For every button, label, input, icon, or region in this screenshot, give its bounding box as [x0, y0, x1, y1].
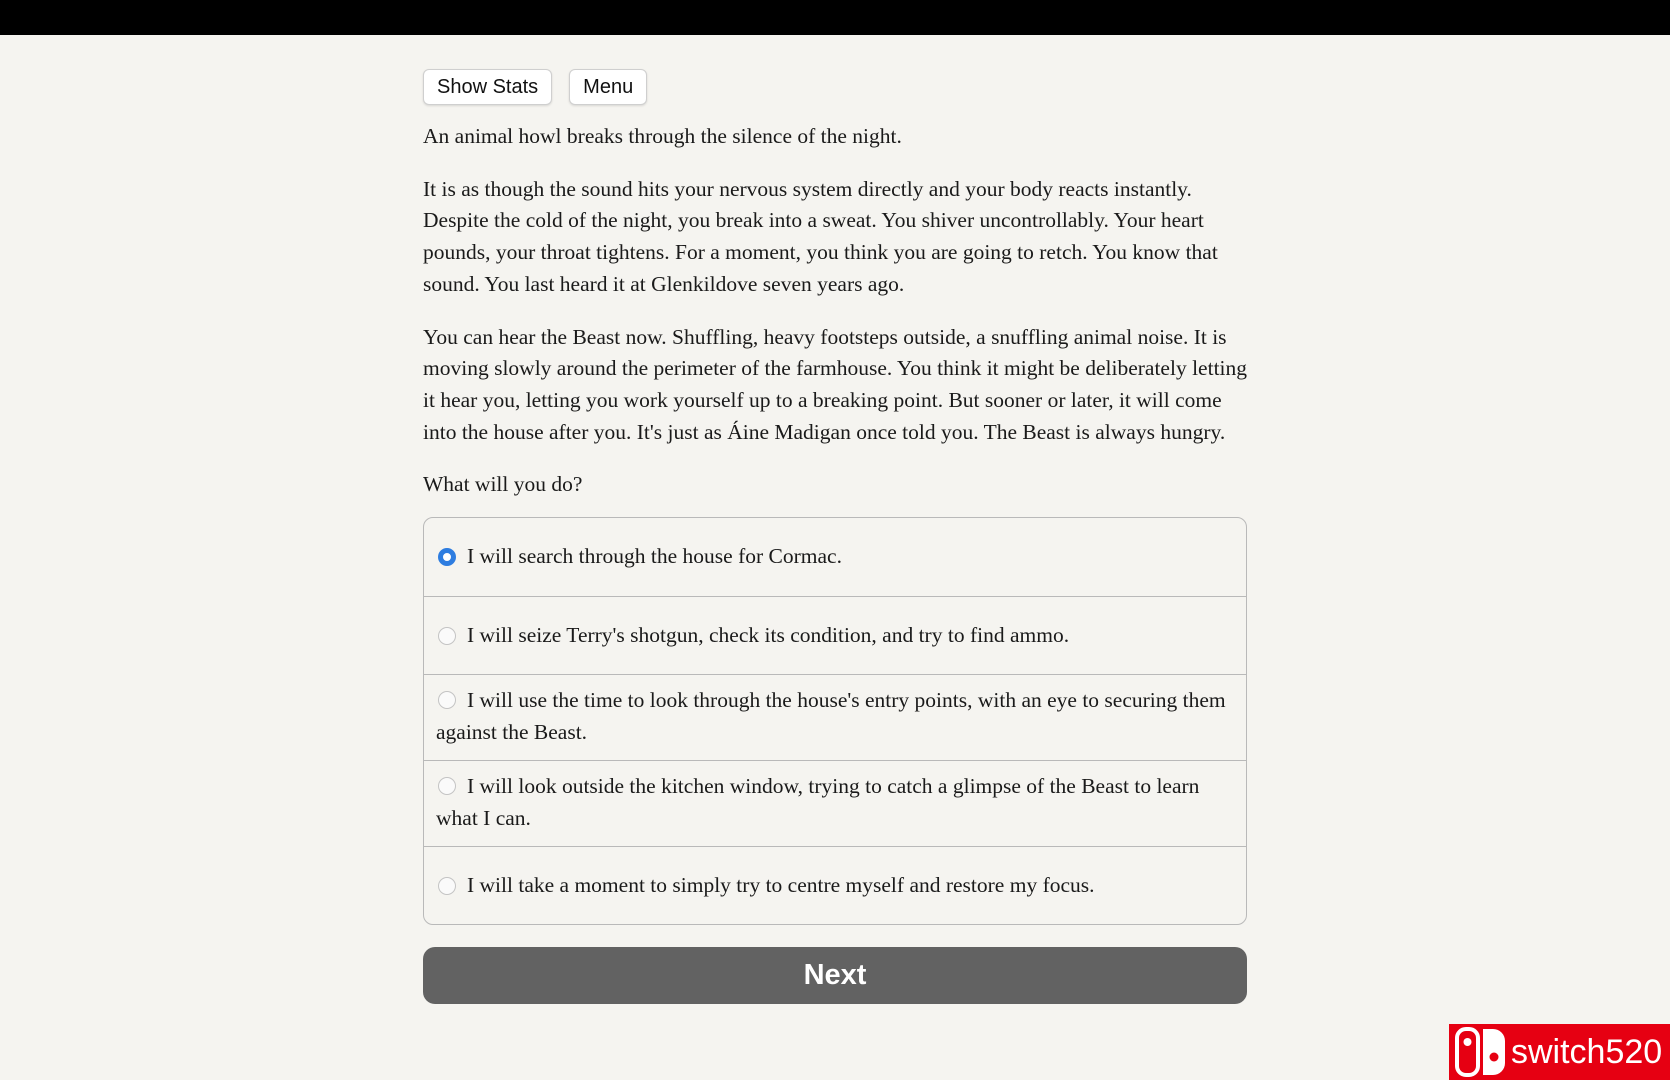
- game-content: [423, 69, 1247, 1004]
- top-black-bar: [0, 0, 1670, 35]
- choice-label: I will use the time to look through the house's entry points, with an eye to securing them against the Beast.: [436, 688, 1226, 744]
- show-stats-button[interactable]: Show Stats: [423, 69, 552, 105]
- radio-button[interactable]: [438, 777, 456, 795]
- radio-button-selected[interactable]: [438, 548, 456, 566]
- choice-label: I will look outside the kitchen window, trying to catch a glimpse of the Beast to learn what I can.: [436, 774, 1200, 830]
- choice-option-3[interactable]: [424, 674, 1246, 760]
- story-paragraph: An animal howl breaks through the silence of the night.: [423, 124, 902, 148]
- choice-option-1[interactable]: [424, 518, 1246, 596]
- toolbar: [423, 69, 1247, 105]
- choice-label: I will take a moment to simply try to centre myself and restore my focus.: [467, 872, 1095, 897]
- story-text: [423, 121, 1247, 501]
- story-paragraph: It is as though the sound hits your nervous system directly and your body reacts instantly. Despite the cold of the night, you break into a sweat. You shiver uncontrollably. Your heart pounds, your throat tightens. For a moment, you think you are going to retch. You know that sound. You last heard it at Glenkildove seven years ago.: [423, 176, 1218, 296]
- choice-label: I will seize Terry's shotgun, check its condition, and try to find ammo.: [467, 622, 1070, 647]
- radio-button[interactable]: [438, 627, 456, 645]
- question-prompt: What will you do?: [423, 472, 583, 497]
- watermark-text: switch520: [1511, 1033, 1663, 1071]
- switch-logo-icon: [1453, 1026, 1509, 1078]
- story-paragraph: You can hear the Beast now. Shuffling, heavy footsteps outside, a snuffling animal noise. It is moving slowly around the perimeter of the farmhouse. You think it might be deliberately letting it hear you, letting you work yourself up to a breaking point. But sooner or later, it will come into the house after you. It's just as Áine Madigan once told you. The Beast is always hungry.: [423, 324, 1248, 444]
- next-button[interactable]: Next: [423, 947, 1247, 1004]
- menu-button[interactable]: Menu: [569, 69, 647, 105]
- choice-option-2[interactable]: [424, 596, 1246, 674]
- choice-option-4[interactable]: [424, 760, 1246, 846]
- radio-button[interactable]: [438, 691, 456, 709]
- watermark-badge: [1449, 1024, 1670, 1080]
- radio-button[interactable]: [438, 877, 456, 895]
- choice-label: I will search through the house for Cormac.: [467, 544, 842, 569]
- choice-list: [423, 517, 1247, 925]
- choice-option-5[interactable]: [424, 846, 1246, 924]
